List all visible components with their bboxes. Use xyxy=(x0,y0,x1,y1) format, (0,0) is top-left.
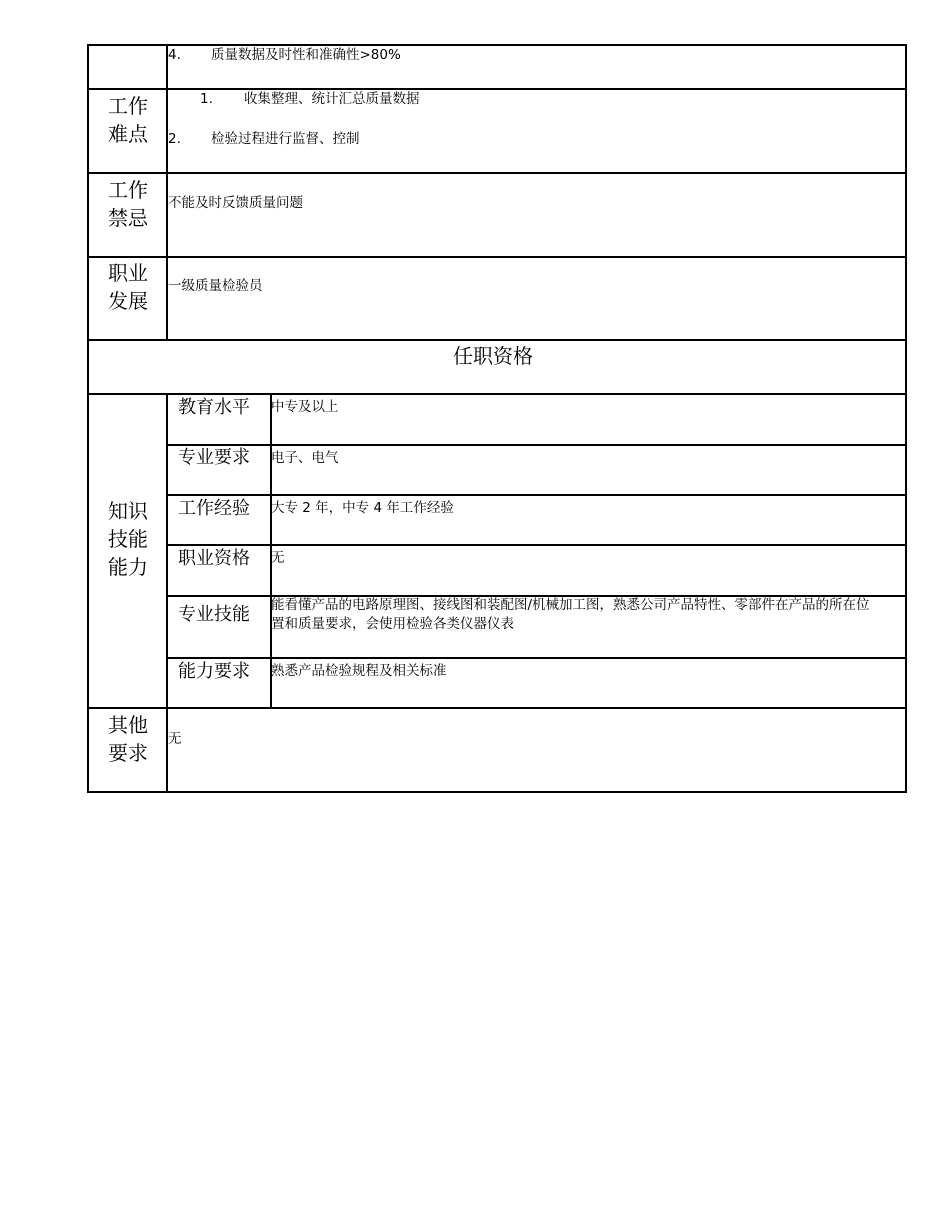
ability-value: 熟悉产品检验规程及相关标准 xyxy=(271,663,447,679)
responsibility-item xyxy=(168,46,401,65)
item-text: 收集整理、统计汇总质量数据 xyxy=(244,91,420,107)
ability-label: 能力要求 xyxy=(178,661,250,682)
other-requirements-text: 无 xyxy=(168,731,182,747)
taboos-text: 不能及时反馈质量问题 xyxy=(168,195,303,211)
row-divider xyxy=(166,544,907,546)
row-divider xyxy=(166,444,907,446)
professional-skills-value: 能看懂产品的电路原理图、接线图和装配图/机械加工图，熟悉公司产品特性、零部件在产品的所在位 置和质量要求，会使用检验各类仪器仪表 xyxy=(271,597,870,632)
row-divider xyxy=(166,657,907,659)
item-text: 质量数据及时性和准确性>80% xyxy=(211,47,401,63)
difficulties-label: 工作 难点 xyxy=(108,94,148,146)
item-number: 4. xyxy=(168,47,181,63)
taboos-label: 工作 禁忌 xyxy=(108,178,148,230)
qualifications-title: 任职资格 xyxy=(453,344,533,368)
difficulty-item xyxy=(168,130,360,149)
row-divider xyxy=(166,494,907,496)
difficulty-item xyxy=(200,90,420,109)
education-value: 中专及以上 xyxy=(271,399,339,415)
professional-skills-label: 专业技能 xyxy=(178,604,250,625)
experience-value: 大专 2 年，中专 4 年工作经验 xyxy=(271,500,454,516)
major-value: 电子、电气 xyxy=(271,450,339,466)
item-number: 2. xyxy=(168,131,181,147)
item-number: 1. xyxy=(200,91,213,107)
item-text: 检验过程进行监督、控制 xyxy=(211,131,360,147)
row-divider xyxy=(87,707,907,709)
certification-value: 无 xyxy=(271,550,285,566)
education-label: 教育水平 xyxy=(178,397,250,418)
other-requirements-label: 其他 要求 xyxy=(108,713,148,765)
experience-label: 工作经验 xyxy=(178,498,250,519)
row-divider xyxy=(87,339,907,341)
career-text: 一级质量检验员 xyxy=(168,278,263,294)
career-label: 职业 发展 xyxy=(108,261,148,313)
major-label: 专业要求 xyxy=(178,447,250,468)
row-divider xyxy=(87,393,907,395)
row-divider xyxy=(87,172,907,174)
knowledge-skills-label: 知识 技能 能力 xyxy=(108,499,148,579)
row-divider xyxy=(87,256,907,258)
certification-label: 职业资格 xyxy=(178,548,250,569)
